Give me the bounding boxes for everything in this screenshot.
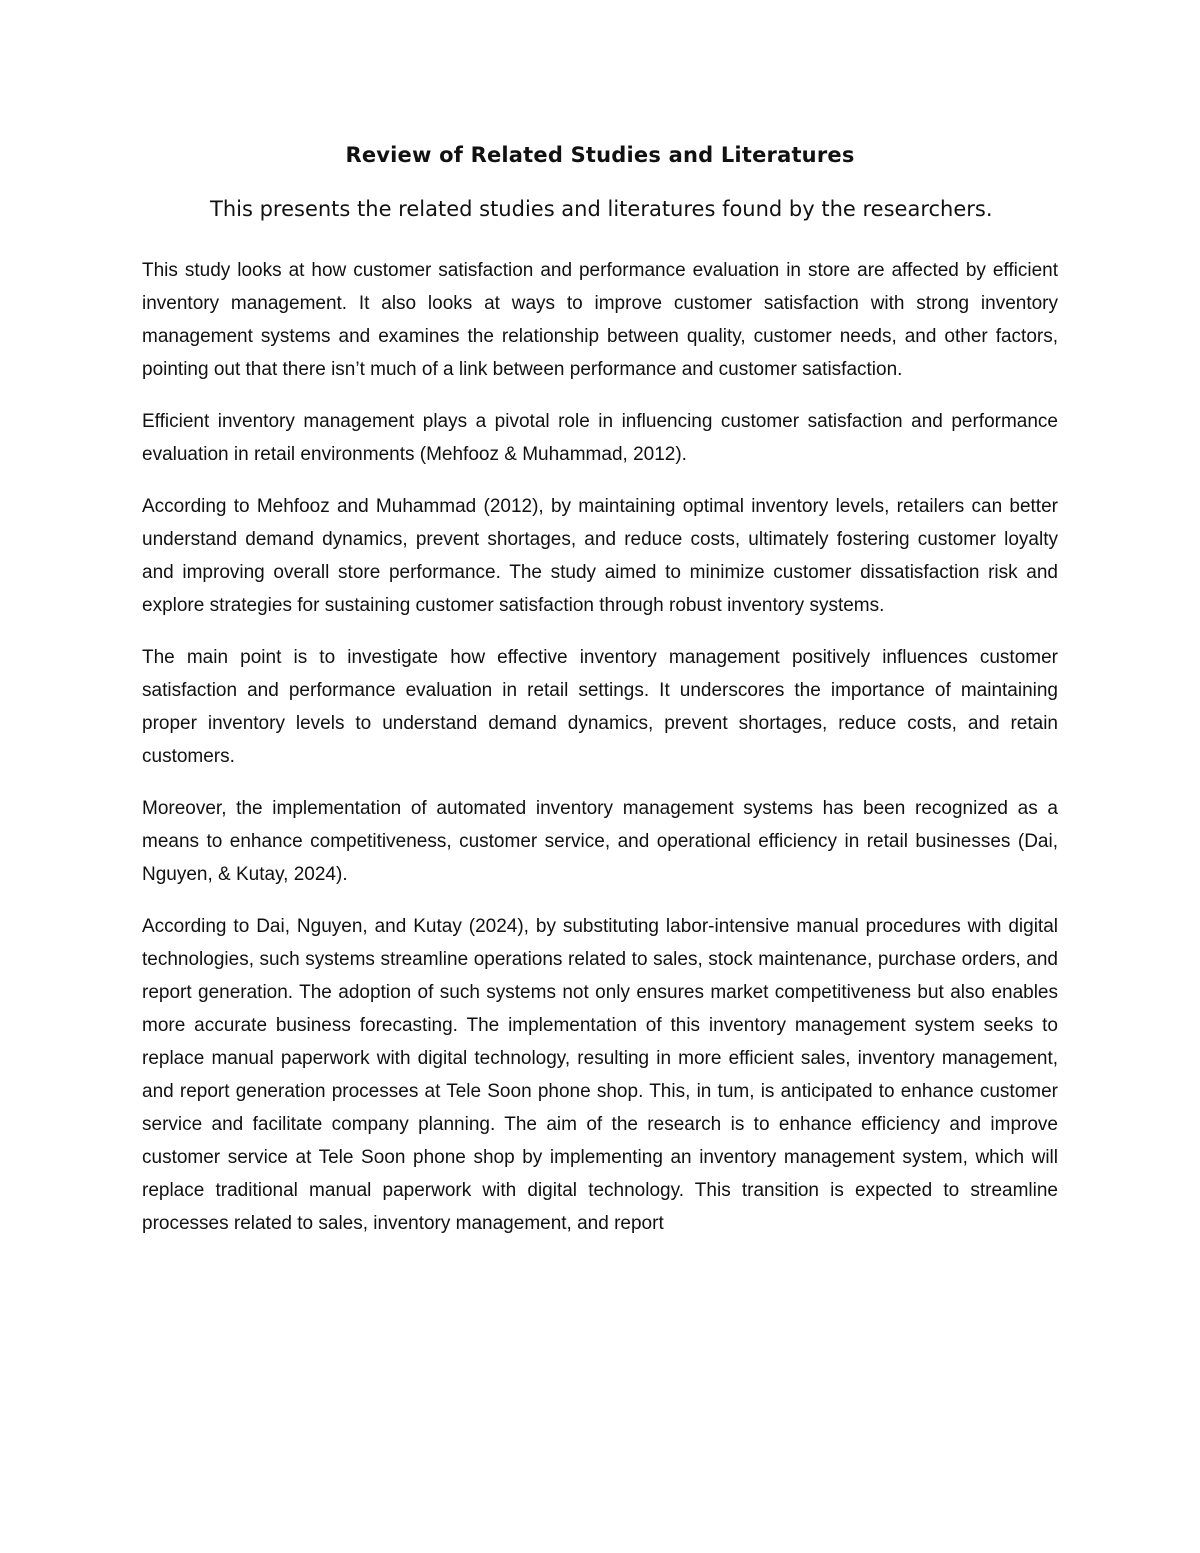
document-body — [142, 138, 1058, 1240]
paragraph-automated-systems: Moreover, the implementation of automated inventory management systems has been recognized as a means to enhance competitiveness, customer service, and operational efficiency in retail businesses (Dai, Nguyen, & Kutay, 2024). — [142, 798, 1058, 885]
document-title: Review of Related Studies and Literatures — [345, 143, 855, 167]
paragraph-study-overview: This study looks at how customer satisfaction and performance evaluation in store are affected by efficient inventory management. It also looks at ways to improve customer satisfaction with strong inventory management systems and examines the relationship between quality, customer needs, and other factors, pointing out that there isn’t much of a link between performance and customer satisfaction. — [142, 260, 1058, 380]
paragraph-mehfooz-muhammad: According to Mehfooz and Muhammad (2012), by maintaining optimal inventory levels, retailers can better understand demand dynamics, prevent shortages, and reduce costs, ultimately fostering customer loyalty and improving overall store performance. The study aimed to minimize customer dissatisfaction risk and explore strategies for sustaining customer satisfaction through robust inventory systems. — [142, 496, 1058, 616]
intro-paragraph: This presents the related studies and literatures found by the researchers. — [210, 197, 993, 221]
paragraph-dai-nguyen-kutay: According to Dai, Nguyen, and Kutay (2024), by substituting labor-intensive manual procedures with digital technologies, such systems streamline operations related to sales, stock maintenance, purchase orders, and report generation. The adoption of such systems not only ensures market competitiveness but also enables more accurate business forecasting. The implementation of this inventory management system seeks to replace manual paperwork with digital technology, resulting in more efficient sales, inventory management, and report generation processes at Tele Soon phone shop. This, in tum, is anticipated to enhance customer service and facilitate company planning. The aim of the research is to enhance efficiency and improve customer service at Tele Soon phone shop by implementing an inventory management system, which will replace traditional manual paperwork with digital technology. This transition is expected to streamline processes related to sales, inventory management, and report — [142, 916, 1058, 1234]
paragraph-efficient-inventory: Efficient inventory management plays a pivotal role in influencing customer satisfaction and performance evaluation in retail environments (Mehfooz & Muhammad, 2012). — [142, 411, 1058, 465]
paragraph-main-point: The main point is to investigate how effective inventory management positively influences customer satisfaction and performance evaluation in retail settings. It underscores the importance of maintaining proper inventory levels to understand demand dynamics, prevent shortages, reduce costs, and retain customers. — [142, 647, 1058, 767]
